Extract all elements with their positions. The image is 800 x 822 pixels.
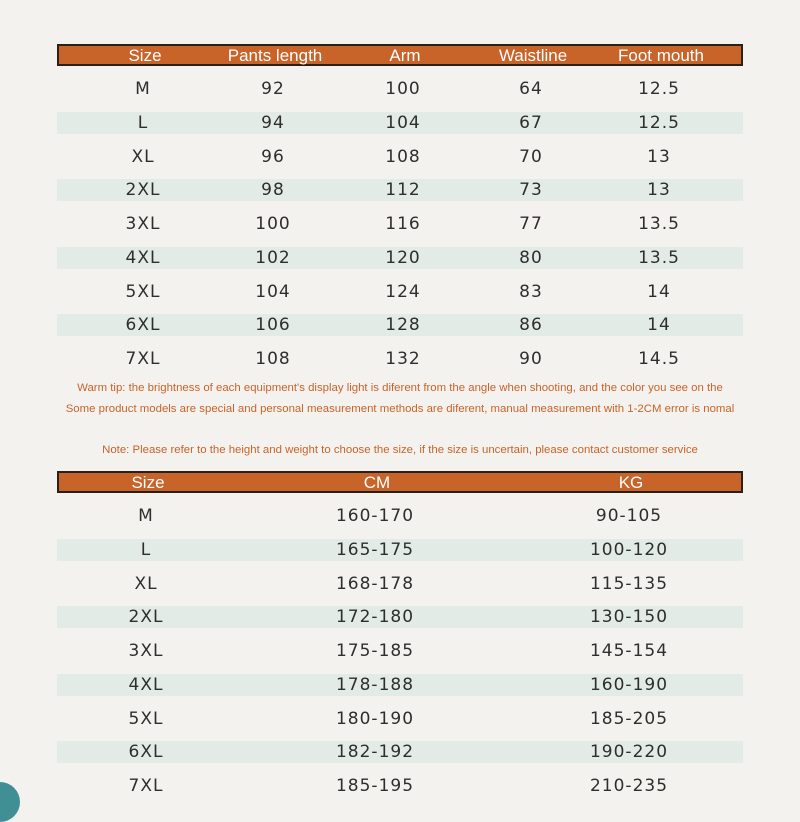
table-cell: M <box>138 506 154 526</box>
table-cell: 100-120 <box>589 539 669 560</box>
table-cell: 190-220 <box>589 742 669 763</box>
table-cell: 92 <box>261 79 285 99</box>
column-header: Waistline <box>498 46 568 65</box>
table-cell: 64 <box>519 79 543 99</box>
table-cell: 106 <box>255 315 291 336</box>
table-header <box>57 471 743 493</box>
measurement-note: Some product models are special and personal measurement methods are diferent, manual measurement with 1-2CM error is nomal <box>65 403 735 415</box>
table-cell: 90-105 <box>595 506 663 526</box>
table-cell: 6XL <box>125 315 161 336</box>
table-cell: M <box>135 79 151 99</box>
table-cell: 14 <box>647 315 671 336</box>
table-row <box>57 674 743 696</box>
table-row <box>57 213 743 235</box>
table-cell: 102 <box>255 247 291 268</box>
table-cell: 4XL <box>125 247 161 268</box>
table-cell: 100 <box>385 79 421 99</box>
table-cell: 4XL <box>128 674 164 695</box>
table-cell: 67 <box>519 112 543 133</box>
table-cell: 14 <box>647 281 671 302</box>
table-cell: 7XL <box>128 776 164 796</box>
table-cell: XL <box>131 146 155 167</box>
table-cell: 145-154 <box>589 641 669 661</box>
table-cell: 2XL <box>125 180 161 201</box>
table-cell: 108 <box>255 349 291 369</box>
column-header: Size <box>131 473 165 492</box>
table-row <box>57 179 743 201</box>
table-cell: 80 <box>519 247 543 268</box>
table-row <box>57 112 743 134</box>
table-cell: 3XL <box>125 214 161 234</box>
table-cell: 172-180 <box>335 607 415 628</box>
table-cell: 6XL <box>128 742 164 763</box>
table-cell: 185-195 <box>335 776 415 796</box>
table-cell: 124 <box>385 281 421 302</box>
table-cell: 14.5 <box>638 349 680 369</box>
table-cell: 12.5 <box>638 79 680 99</box>
table-row <box>57 573 743 595</box>
table-cell: 96 <box>261 146 285 167</box>
decorative-corner-circle <box>0 782 20 822</box>
table-cell: 160-170 <box>335 506 415 526</box>
table-row <box>57 606 743 628</box>
table-row <box>57 314 743 336</box>
table-cell: 2XL <box>128 607 164 628</box>
table-cell: 98 <box>261 180 285 201</box>
table-cell: 13.5 <box>638 214 680 234</box>
size-advice-note: Note: Please refer to the height and weight to choose the size, if the size is uncertain, please contact customer service <box>102 444 698 456</box>
table-cell: 13 <box>647 180 671 201</box>
table-cell: 12.5 <box>638 112 680 133</box>
table-cell: 165-175 <box>335 539 415 560</box>
column-header: KG <box>618 473 644 492</box>
table-row <box>57 505 743 527</box>
table-cell: 94 <box>261 112 285 133</box>
table-row <box>57 348 743 370</box>
table-cell: 132 <box>385 349 421 369</box>
table-row <box>57 78 743 100</box>
table-cell: 83 <box>519 281 543 302</box>
table-row <box>57 741 743 763</box>
table-cell: 90 <box>519 349 543 369</box>
table-row <box>57 708 743 730</box>
table-cell: 5XL <box>128 708 164 729</box>
table-cell: XL <box>134 573 158 594</box>
table-cell: L <box>137 112 149 133</box>
table-cell: 178-188 <box>335 674 415 695</box>
table-cell: 3XL <box>128 641 164 661</box>
table-cell: 73 <box>519 180 543 201</box>
table-cell: 120 <box>385 247 421 268</box>
table-cell: 86 <box>519 315 543 336</box>
table-cell: 13.5 <box>638 247 680 268</box>
table-cell: 116 <box>385 214 421 234</box>
table-cell: 128 <box>385 315 421 336</box>
table-cell: 77 <box>519 214 543 234</box>
table-row <box>57 146 743 168</box>
table-row <box>57 775 743 797</box>
table-cell: 100 <box>255 214 291 234</box>
table-cell: 175-185 <box>335 641 415 661</box>
table-cell: 160-190 <box>589 674 669 695</box>
table-cell: 112 <box>385 180 421 201</box>
table-cell: 168-178 <box>335 573 415 594</box>
table-cell: 104 <box>385 112 421 133</box>
column-header: Arm <box>389 46 421 65</box>
table-cell: 130-150 <box>589 607 669 628</box>
column-header: Pants length <box>227 46 323 65</box>
table-row <box>57 640 743 662</box>
column-header: Size <box>128 46 162 65</box>
table-cell: 13 <box>647 146 671 167</box>
column-header: CM <box>363 473 391 492</box>
table-cell: 5XL <box>125 281 161 302</box>
table-cell: 185-205 <box>589 708 669 729</box>
table-row <box>57 281 743 303</box>
table-cell: 108 <box>385 146 421 167</box>
table-cell: 182-192 <box>335 742 415 763</box>
table-cell: 70 <box>519 146 543 167</box>
table-cell: 180-190 <box>335 708 415 729</box>
table-header <box>57 44 743 66</box>
table-row <box>57 539 743 561</box>
column-header: Foot mouth <box>618 46 704 65</box>
warm-tip-note: Warm tip: the brightness of each equipment's display light is diferent from the angle when shooting, and the color you see on the <box>77 382 723 394</box>
table-cell: 115-135 <box>589 573 669 594</box>
table-cell: 104 <box>255 281 291 302</box>
table-cell: 210-235 <box>589 776 669 796</box>
table-row <box>57 247 743 269</box>
table-cell: 7XL <box>125 349 161 369</box>
table-cell: L <box>140 539 152 560</box>
